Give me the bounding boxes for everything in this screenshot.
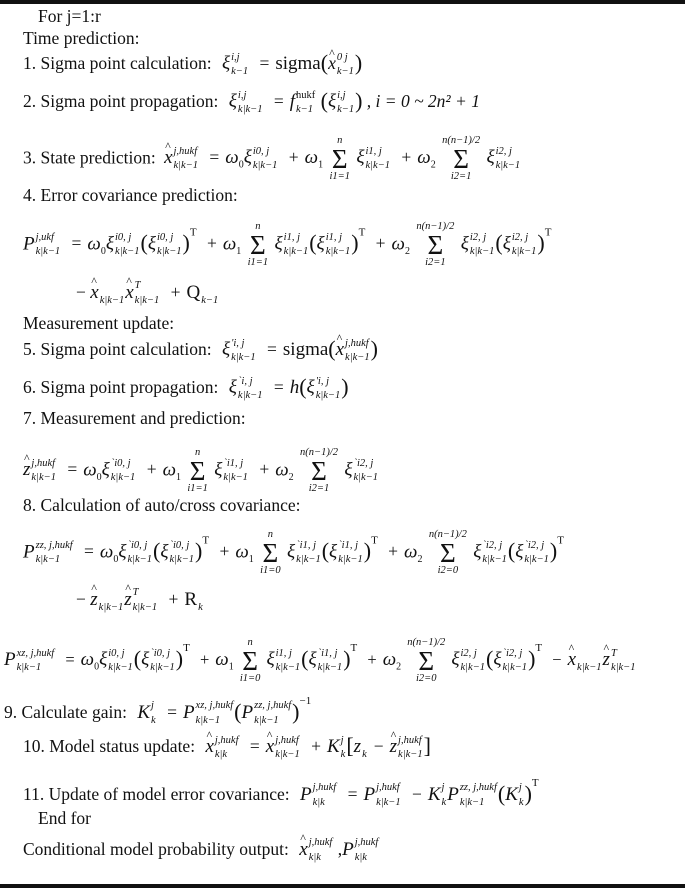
step-11-formula: P j,hukf k|k = P j,hukf k|k−1 − K j k P zz, j,hukf k|k−1 (K j k )$^T$	[299, 777, 539, 808]
top-rule	[0, 0, 685, 4]
step-6-formula: ξ `i, j k|k−1 = h(ξ 'i, j k|k−1 )	[228, 374, 349, 401]
output-label: Conditional model probability output:	[23, 839, 289, 859]
bottom-rule	[0, 884, 685, 888]
step-8-label: 8. Calculation of auto/cross covariance:	[23, 495, 301, 515]
step-2-formula: ξ i,j k|k−1 = f hukf k−1 (ξ i,j k−1 ) , i = 0 ~ 2n² + 1	[228, 88, 480, 115]
step-10-formula: ^ x j,hukf k|k = ^ x j,hukf k|k−1 + K j k [z k − ^ z j,hukf k|k−1 ]	[205, 736, 430, 756]
step-7-label: 7. Measurement and prediction:	[23, 408, 246, 428]
step-11	[23, 778, 539, 807]
step-3-label: 3. State prediction:	[23, 147, 156, 168]
step-3	[23, 136, 521, 183]
loop-end: End for	[38, 808, 91, 828]
step-9	[4, 696, 311, 725]
step-1-label: 1. Sigma point calculation:	[23, 53, 212, 74]
step-4-label: 4. Error covariance prediction:	[23, 185, 238, 205]
step-5-formula: ξ 'i, j k|k−1 = sigma(^ x j,hukf k|k−1 )	[222, 339, 378, 359]
step-11-label: 11. Update of model error covariance:	[23, 784, 290, 804]
step-8-formula-xz: P xz, j,hukf k|k−1 = $\omega_0\xi$ i0, j k|k−1 (ξ `i0, j k|k−1 )$^T + \omega_1$ n Σ i1=0 ξ i1, j k|k−1 (ξ `i1, j k|k−1 )$^T + \omega_2$ n(n−1)/2 Σ i2=0 ξ i2, j k|k−1 (ξ `i2, j k|k−1 )$^T$ − ^ x k|k−1 ^ z T k|k−1	[4, 638, 637, 685]
step-5	[23, 336, 378, 363]
step-8-formula-zz-line-1: P zz, j,hukf k|k−1 = $\omega_0\xi$ `i0, j k|k−1 (ξ `i0, j k|k−1 )$^T + \omega_1$ n Σ i1=0 ξ `i1, j k|k−1 (ξ `i1, j k|k−1 )$^T + \omega_2$ n(n−1)/2 Σ i2=0 ξ `i2, j k|k−1 (ξ `i2, j k|k−1 )$^T$	[23, 529, 564, 577]
section-time-prediction: Time prediction:	[23, 28, 140, 48]
step-6-label: 6. Sigma point propagation:	[23, 377, 219, 398]
section-measurement-update: Measurement update:	[23, 313, 175, 333]
step-5-label: 5. Sigma point calculation:	[23, 339, 212, 360]
step-2-range: , i = 0 ~ 2n² + 1	[366, 91, 480, 112]
step-4-formula-line-2: − ^ x k|k−1 ^ x T k|k−1 + Q k−1	[76, 283, 219, 304]
step-1-formula: ξ i,j k−1 = sigma(^ x 0 j k−1 )	[222, 53, 362, 73]
step-10	[23, 733, 431, 760]
step-3-formula: ^ x j,hukf k|k−1 = $\omega_0\xi$ i0, j k|k−1 + $\omega_1$ n Σ i1=1 ξ i1, j k|k−1 + $\omega_2$ n(n−1)/2 Σ i2=1 ξ i2, j k|k−1	[164, 147, 521, 167]
step-6	[23, 374, 349, 401]
step-10-label: 10. Model status update:	[23, 736, 196, 757]
step-2	[23, 88, 480, 115]
output-formula: ^ x j,hukf k|k ,P j,hukf k|k	[299, 839, 379, 859]
loop-start: For j=1:r	[38, 6, 101, 26]
step-7-formula: ^ z j,hukf k|k−1 = $\omega_0\xi$ `i0, j k|k−1 + $\omega_1$ n Σ i1=1 ξ `i1, j k|k−1 + $\omega_2$ n(n−1)/2 Σ i2=1 ξ `i2, j k|k−1	[23, 448, 379, 495]
step-9-label: 9. Calculate gain:	[4, 702, 127, 722]
output	[23, 837, 379, 863]
step-4-formula-line-1: P j,ukf k|k−1 = $\omega_0\xi$ i0, j k|k−1 (ξ i0, j k|k−1 )$^T + \omega_1$ n Σ i1=1 ξ i1, j k|k−1 (ξ i1, j k|k−1 )$^T + \omega_2$ n(n−1)/2 Σ i2=1 ξ i2, j k|k−1 (ξ i2, j k|k−1 )$^T$	[23, 221, 552, 269]
step-9-formula: K j k = P xz, j,hukf k|k−1 (P zz, j,hukf k|k−1 )$^{-1}$	[137, 695, 312, 726]
step-2-label: 2. Sigma point propagation:	[23, 91, 219, 112]
step-1	[23, 50, 363, 77]
step-8-formula-zz-line-2: − ^ z k|k−1 ^ z T k|k−1 + R k	[76, 590, 204, 611]
